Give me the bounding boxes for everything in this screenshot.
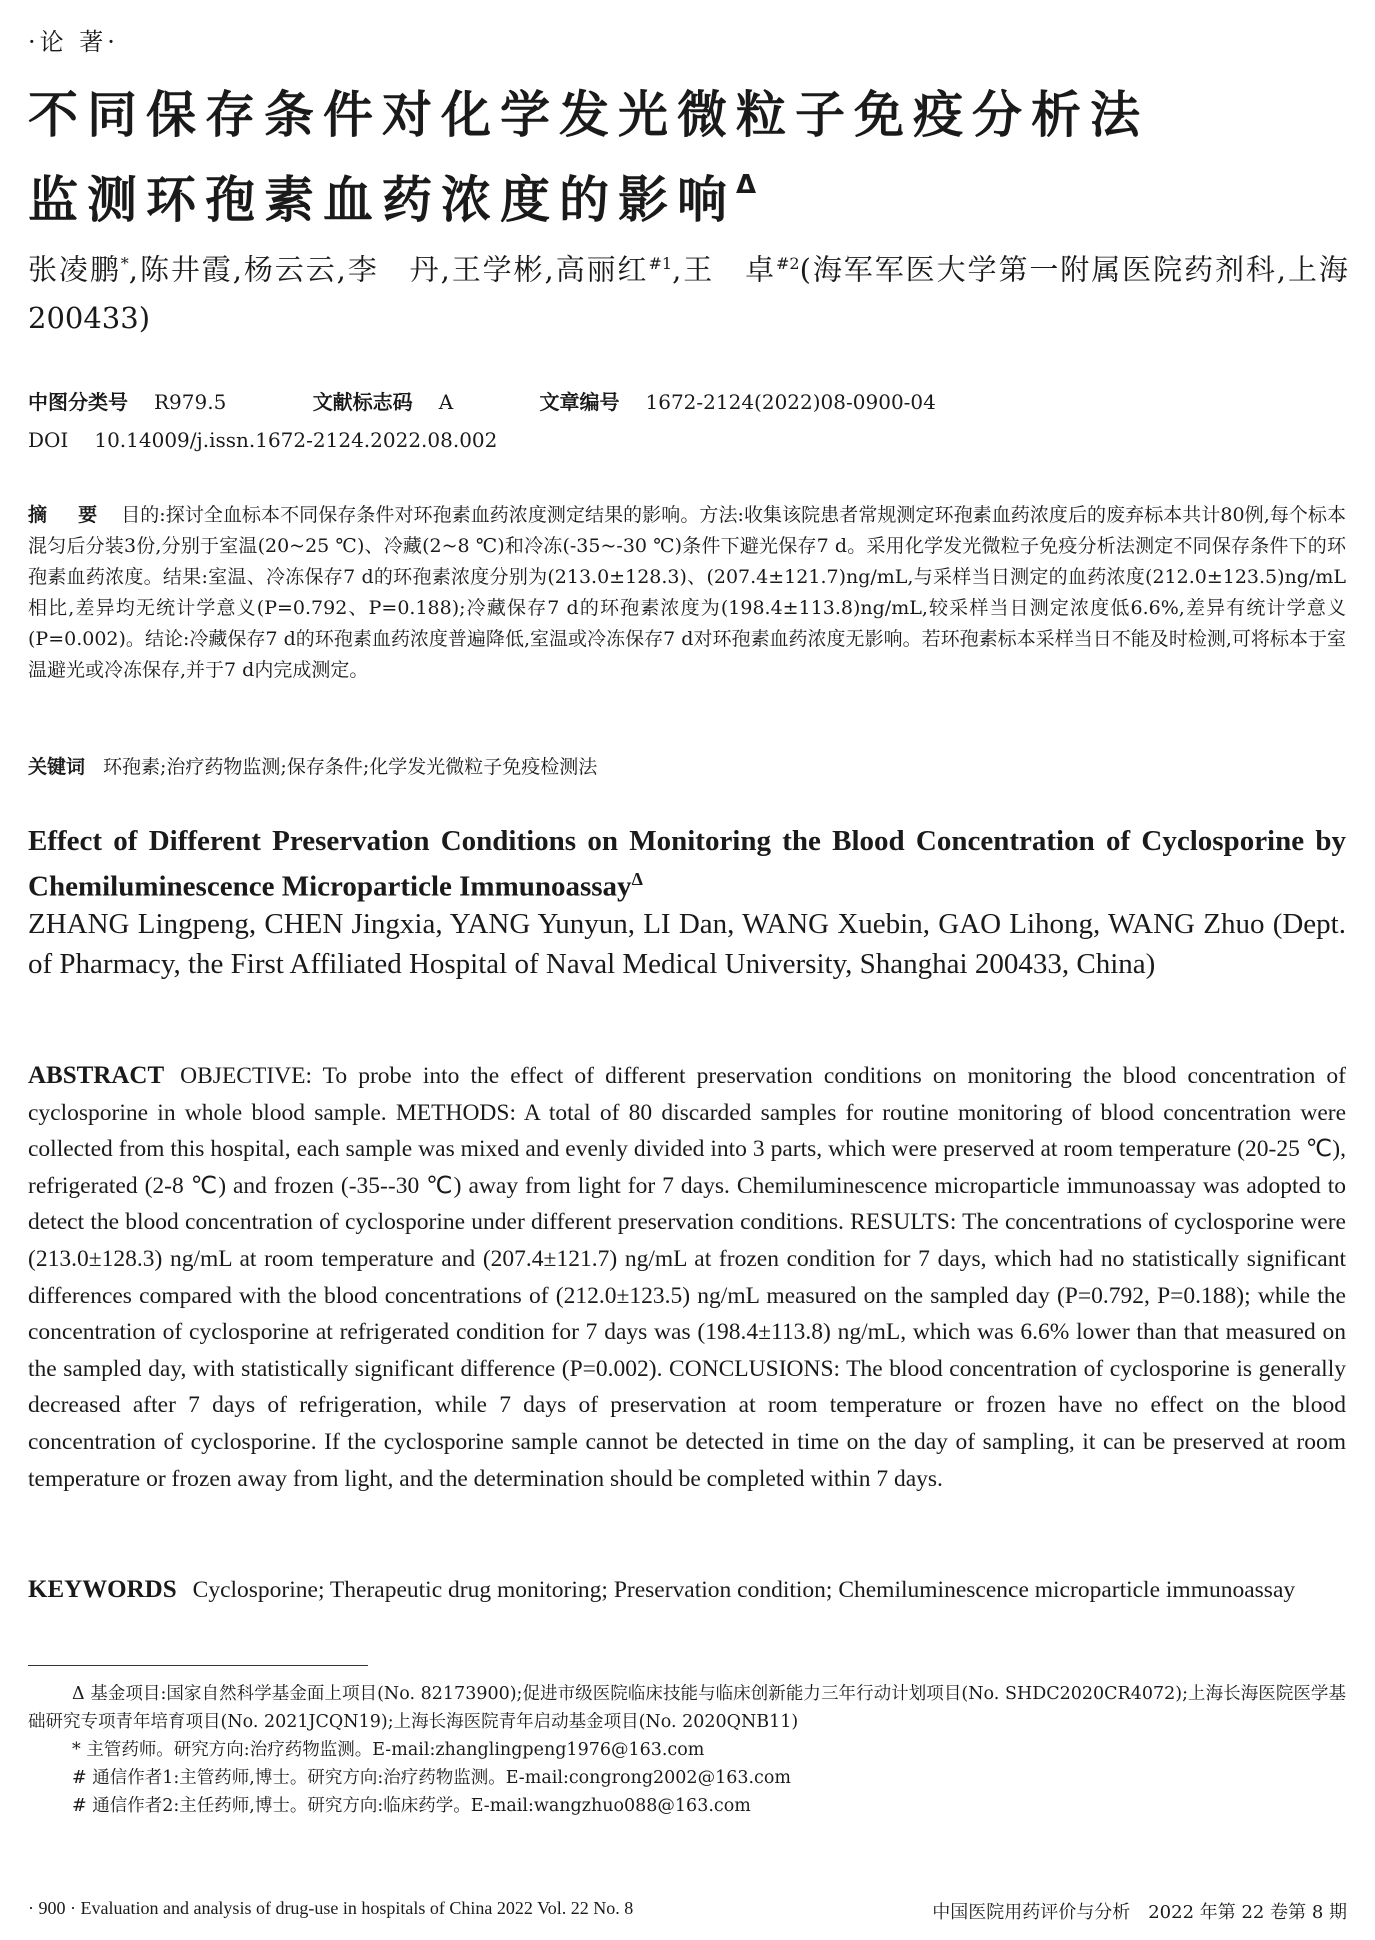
chinese-keywords-label: 关键词 — [28, 756, 86, 778]
english-title-text: Effect of Different Preservation Conditions on Monitoring the Blood Concentration of Cyclosporine by Chemiluminescence Microparticle Immunoassay — [28, 825, 1346, 903]
author-mark: #1 — [648, 254, 673, 273]
author-name: 李 丹 — [345, 252, 441, 287]
doc-code-value: A — [438, 390, 454, 414]
chinese-title — [28, 80, 1348, 235]
corresponding-author-2-footnote: # 通信作者2:主任药师,博士。研究方向:临床药学。E-mail:wangzhuo088@163.com — [72, 1796, 751, 1816]
doi-label: DOI — [28, 428, 69, 452]
english-authors: ZHANG Lingpeng, CHEN Jingxia, YANG Yunyun, LI Dan, WANG Xuebin, GAO Lihong, WANG Zhuo (Dept. of Pharmacy, the First Affiliated Hospital of Naval Medical University, Shanghai 200433, China) — [28, 908, 1346, 980]
footnotes — [28, 1680, 1346, 1820]
english-abstract — [28, 1058, 1346, 1497]
author-name: 张凌鹏 — [28, 252, 121, 287]
doc-code-label: 文献标志码 — [312, 390, 413, 414]
clc-value: R979.5 — [154, 390, 227, 414]
chinese-title-line1: 不同保存条件对化学发光微粒子免疫分析法 — [28, 86, 1149, 144]
english-keywords — [28, 1572, 1346, 1609]
doi-value: 10.14009/j.issn.1672-2124.2022.08.002 — [94, 428, 498, 452]
author-name: 王学彬 — [449, 252, 545, 287]
section-tag: ·论 著· — [28, 28, 119, 56]
english-keywords-text: Cyclosporine; Therapeutic drug monitoring; Preservation condition; Chemiluminescence microparticle immunoassay — [192, 1577, 1296, 1603]
chinese-authors: 张凌鹏*,陈井霞,杨云云,李 丹,王学彬,高丽红$^{\#1}$,王 卓$^{\#2}$(海军军医大学第一附属医院药剂科,上海 200433) — [28, 252, 1348, 335]
first-author-footnote: * 主管药师。研究方向:治疗药物监测。E-mail:zhanglingpeng1976@163.com — [72, 1740, 705, 1760]
clc-label: 中图分类号 — [28, 390, 128, 414]
doi-line — [28, 426, 497, 454]
chinese-abstract-label: 摘 要 — [28, 504, 104, 526]
corresponding-author-1-footnote: # 通信作者1:主管药师,博士。研究方向:治疗药物监测。E-mail:congrong2002@163.com — [72, 1768, 791, 1788]
article-no-value: 1672-2124(2022)08-0900-04 — [645, 390, 936, 414]
english-abstract-text: OBJECTIVE: To probe into the effect of different preservation conditions on monitoring the blood concentration of cyclosporine in whole blood sample. METHODS: A total of 80 discarded samples for routine monitoring of blood concentration were collected from this hospital, each sample was mixed and evenly divided into 3 parts, which were preserved at room temperature (20-25 ℃), refrigerated (2-8 ℃) and frozen (-35--30 ℃) away from light for 7 days. Chemiluminescence microparticle immunoassay was adopted to detect the blood concentration of cyclosporine under different preservation conditions. RESULTS: The concentrations of cyclosporine were (213.0±128.3) ng/mL at room temperature and (207.4±121.7) ng/mL at frozen condition for 7 days, which had no statistically significant differences compared with the blood concentrations of (212.0±123.5) ng/mL measured on the sampled day (P=0.792, P=0.188); while the concentration of cyclosporine at refrigerated condition for 7 days was (198.4±113.8) ng/mL, which was 6.6% lower than that measured on the sampled day, with statistically significant difference (P=0.002). CONCLUSIONS: The blood concentration of cyclosporine is generally decreased after 7 days of refrigeration, while 7 days of preservation at room temperature or frozen have no effect on the blood concentration of cyclosporine. If the cyclosporine sample cannot be detected in time on the day of sampling, it can be preserved at room temperature or frozen away from light, and the determination should be completed within 7 days. — [28, 1063, 1346, 1492]
english-abstract-label: ABSTRACT — [28, 1062, 165, 1089]
fund-mark: Δ — [631, 869, 643, 889]
chinese-keywords-text: 环孢素;治疗药物监测;保存条件;化学发光微粒子免疫检测法 — [103, 756, 598, 778]
author-mark: * — [120, 254, 129, 273]
author-name: 杨云云 — [241, 252, 337, 287]
chinese-affiliation: 海军军医大学第一附属医院药剂科,上海 200433 — [28, 252, 1348, 335]
chinese-title-line2: 监测环孢素血药浓度的影响 — [28, 171, 736, 229]
article-no-label: 文章编号 — [539, 390, 620, 414]
footnote-divider — [28, 1665, 368, 1666]
english-keywords-label: KEYWORDS — [28, 1576, 177, 1603]
english-title — [28, 822, 1346, 906]
fund-mark: Δ — [736, 170, 757, 200]
footer-journal-chinese: 中国医院用药评价与分析 2022 年第 22 卷第 8 期 — [932, 1902, 1347, 1923]
chinese-abstract — [28, 500, 1346, 686]
footer-journal-english: · 900 · Evaluation and analysis of drug-use in hospitals of China 2022 Vol. 22 No. 8 — [28, 1898, 634, 1918]
author-mark: #2 — [776, 254, 800, 273]
author-name: 王 卓 — [681, 252, 777, 287]
fund-footnote: Δ 基金项目:国家自然科学基金面上项目(No. 82173900);促进市级医院临床技能与临床创新能力三年行动计划项目(No. SHDC2020CR4072);上海长海医院医学基础研究专项青年培育项目(No. 2021JCQN19);上海长海医院青年启动基金项目(No. 2020QNB11) — [28, 1684, 1346, 1732]
author-name: 高丽红 — [553, 252, 649, 287]
chinese-abstract-text: 目的:探讨全血标本不同保存条件对环孢素血药浓度测定结果的影响。方法:收集该院患者常规测定环孢素血药浓度后的废弃标本共计80例,每个标本混匀后分装3份,分别于室温(20~25 ℃)、冷藏(2~8 ℃)和冷冻(-35~-30 ℃)条件下避光保存7 d。采用化学发光微粒子免疫分析法测定不同保存条件下的环孢素血药浓度。结果:室温、冷冻保存7 d的环孢素浓度分别为(213.0±128.3)、(207.4±121.7)ng/mL,与采样当日测定的血药浓度(212.0±123.5)ng/mL相比,差异均无统计学意义(P=0.792、P=0.188);冷藏保存7 d的环孢素浓度为(198.4±113.8)ng/mL,较采样当日测定浓度低6.6%,差异有统计学意义(P=0.002)。结论:冷藏保存7 d的环孢素血药浓度普遍降低,室温或冷冻保存7 d对环孢素血药浓度无影响。若环孢素标本采样当日不能及时检测,可将标本于室温避光或冷冻保存,并于7 d内完成测定。 — [28, 504, 1346, 681]
chinese-keywords — [28, 752, 1346, 783]
author-name: 陈井霞 — [138, 252, 233, 287]
classification-line — [28, 388, 1016, 416]
